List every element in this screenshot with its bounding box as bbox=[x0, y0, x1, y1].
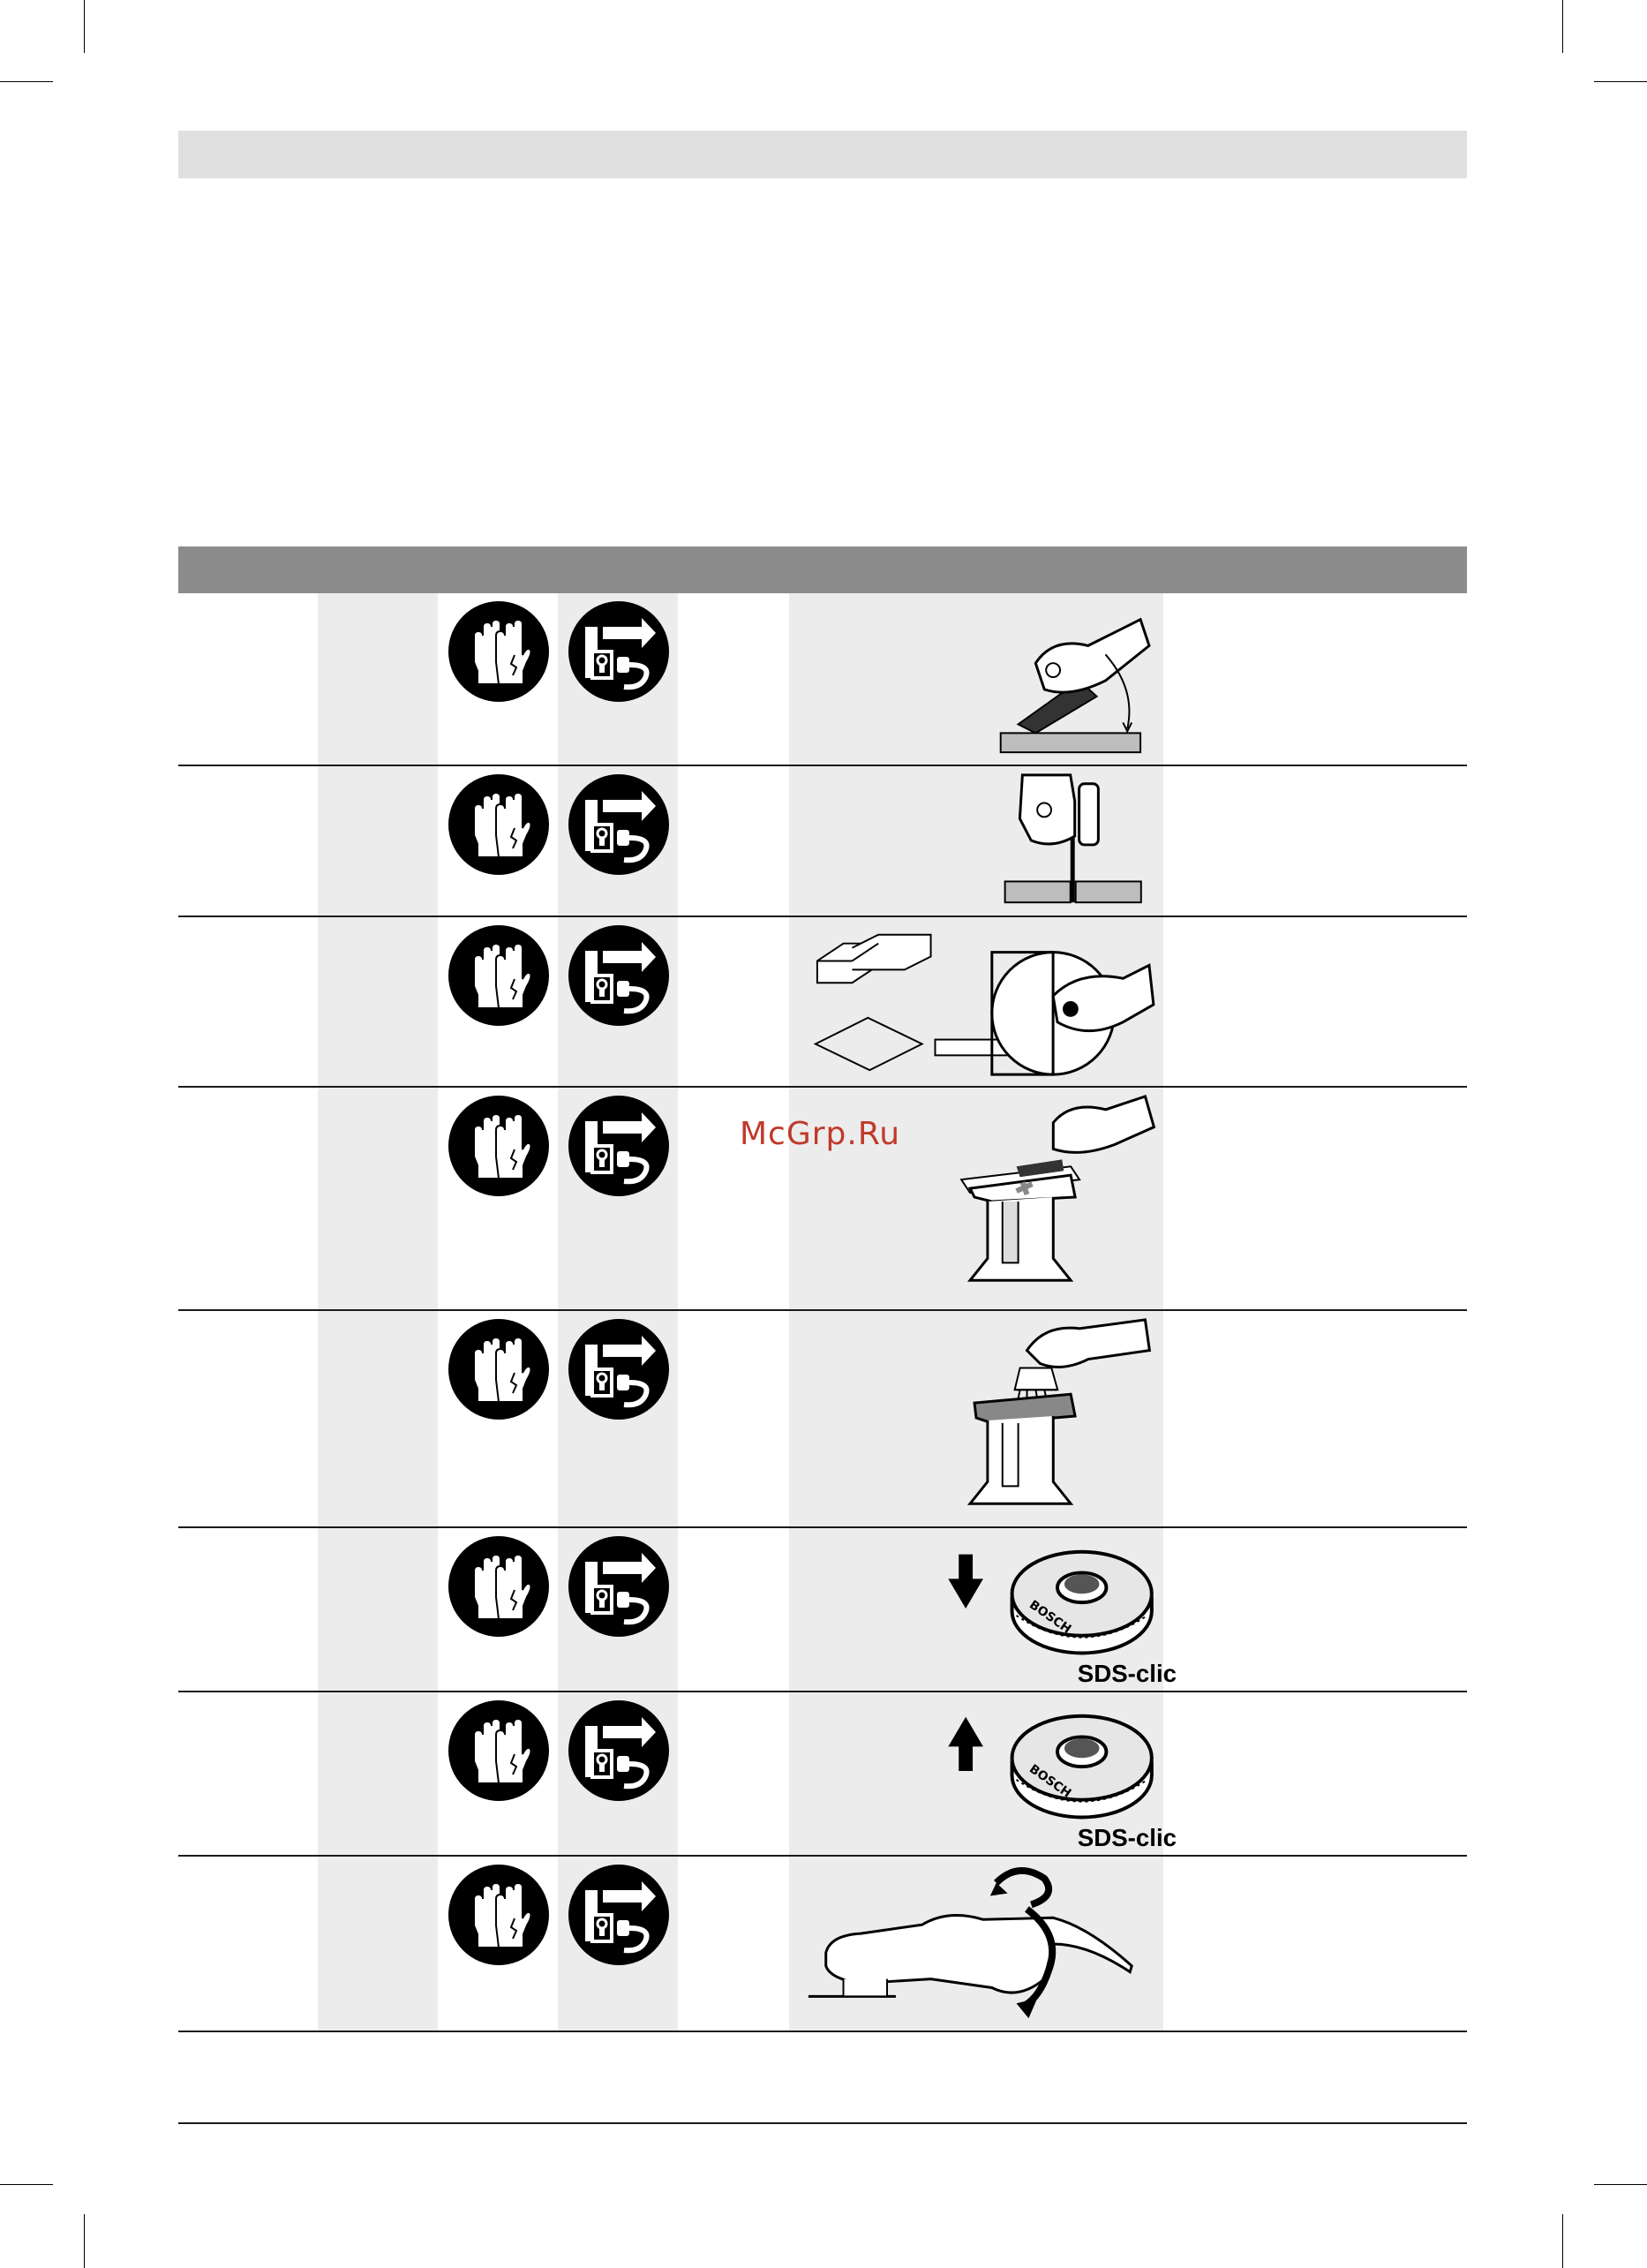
sds-clic-label: SDS-clic bbox=[1077, 1660, 1177, 1688]
grinder-rotate-head-illustration bbox=[789, 1857, 1163, 2031]
note-cell bbox=[678, 1692, 789, 1855]
shaded-cell bbox=[318, 1692, 438, 1855]
remark-cell bbox=[1163, 1311, 1467, 1526]
gloves-cell bbox=[438, 593, 558, 765]
step-cell bbox=[178, 917, 318, 1086]
crop-mark bbox=[1562, 0, 1563, 53]
gloves-cell bbox=[438, 917, 558, 1086]
shaded-cell bbox=[318, 766, 438, 915]
work-steps-table bbox=[178, 593, 1467, 2032]
unplug-cell bbox=[558, 593, 678, 765]
shaded-cell bbox=[318, 593, 438, 765]
table-row bbox=[178, 593, 1467, 766]
gloves-cell bbox=[438, 1088, 558, 1309]
unplug-cell bbox=[558, 1528, 678, 1691]
crop-mark bbox=[84, 0, 85, 53]
note-cell bbox=[678, 593, 789, 765]
note-cell bbox=[678, 1857, 789, 2031]
disconnect-mains-plug-icon bbox=[568, 1699, 670, 1802]
crop-mark bbox=[1594, 2184, 1647, 2185]
table-header-bar bbox=[178, 546, 1467, 593]
gloves-cell bbox=[438, 766, 558, 915]
arrow-down-icon bbox=[948, 1555, 983, 1609]
disconnect-mains-plug-icon bbox=[568, 1864, 670, 1966]
illustration-cell bbox=[789, 1528, 1177, 1691]
cutting-stone-illustration bbox=[789, 917, 1163, 1086]
unplug-cell bbox=[558, 1311, 678, 1526]
unplug-cell bbox=[558, 1692, 678, 1855]
crop-mark bbox=[0, 2184, 53, 2185]
step-cell bbox=[178, 1692, 318, 1855]
table-row bbox=[178, 1528, 1467, 1692]
illustration-cell bbox=[789, 1311, 1163, 1526]
step-cell bbox=[178, 766, 318, 915]
table-row bbox=[178, 1311, 1467, 1528]
disconnect-mains-plug-icon bbox=[568, 1095, 670, 1197]
step-cell bbox=[178, 593, 318, 765]
watermark-text: McGrp.Ru bbox=[740, 1116, 901, 1152]
unplug-cell bbox=[558, 917, 678, 1086]
disconnect-mains-plug-icon bbox=[568, 1535, 670, 1638]
crop-mark bbox=[0, 81, 53, 82]
protective-gloves-icon bbox=[447, 1535, 550, 1638]
footer-rule bbox=[178, 2122, 1467, 2124]
shaded-cell bbox=[318, 1088, 438, 1309]
protective-gloves-icon bbox=[447, 924, 550, 1027]
gloves-cell bbox=[438, 1692, 558, 1855]
remark-cell bbox=[1163, 766, 1467, 915]
illustration-cell bbox=[789, 766, 1163, 915]
disconnect-mains-plug-icon bbox=[568, 600, 670, 703]
crop-mark bbox=[1594, 81, 1647, 82]
protective-gloves-icon bbox=[447, 600, 550, 703]
unplug-cell bbox=[558, 1857, 678, 2031]
illustration-cell bbox=[789, 917, 1163, 1086]
remark-cell bbox=[1163, 1692, 1467, 1855]
sds-clic-nut-fit-illustration bbox=[789, 1528, 1177, 1691]
table-row bbox=[178, 917, 1467, 1088]
step-cell bbox=[178, 1088, 318, 1309]
shaded-cell bbox=[318, 1311, 438, 1526]
note-cell bbox=[678, 1528, 789, 1691]
sds-clic-label: SDS-clic bbox=[1077, 1824, 1177, 1852]
crop-mark bbox=[84, 2214, 85, 2268]
note-cell bbox=[678, 766, 789, 915]
gloves-cell bbox=[438, 1311, 558, 1526]
gloves-cell bbox=[438, 1528, 558, 1691]
protective-gloves-icon bbox=[447, 773, 550, 876]
step-cell bbox=[178, 1311, 318, 1526]
step-cell bbox=[178, 1857, 318, 2031]
disconnect-mains-plug-icon bbox=[568, 773, 670, 876]
protective-gloves-icon bbox=[447, 1699, 550, 1802]
disconnect-mains-plug-icon bbox=[568, 924, 670, 1027]
table-row bbox=[178, 1857, 1467, 2032]
remark-cell bbox=[1163, 1088, 1467, 1309]
step-cell bbox=[178, 1528, 318, 1691]
crop-mark bbox=[1562, 2214, 1563, 2268]
remark-cell bbox=[1163, 1857, 1467, 2031]
note-cell bbox=[678, 1311, 789, 1526]
protective-gloves-icon bbox=[447, 1318, 550, 1420]
shaded-cell bbox=[318, 1857, 438, 2031]
remark-cell bbox=[1163, 917, 1467, 1086]
nut-brand-label: BOSCH bbox=[1027, 1761, 1074, 1801]
shaded-cell bbox=[318, 917, 438, 1086]
angle-grinder-cutting-illustration bbox=[789, 766, 1163, 915]
unplug-cell bbox=[558, 766, 678, 915]
remark-cell bbox=[1163, 1528, 1467, 1691]
nut-brand-label: BOSCH bbox=[1027, 1597, 1074, 1637]
wire-cup-brush-illustration bbox=[789, 1311, 1163, 1526]
illustration-cell bbox=[789, 593, 1163, 765]
arrow-up-icon bbox=[948, 1717, 983, 1771]
gloves-cell bbox=[438, 1857, 558, 2031]
shaded-cell bbox=[318, 1528, 438, 1691]
remark-cell bbox=[1163, 593, 1467, 765]
note-cell bbox=[678, 917, 789, 1086]
unplug-cell bbox=[558, 1088, 678, 1309]
illustration-cell bbox=[789, 1692, 1177, 1855]
protective-gloves-icon bbox=[447, 1095, 550, 1197]
disconnect-mains-plug-icon bbox=[568, 1318, 670, 1420]
sds-clic-nut-release-illustration bbox=[789, 1692, 1177, 1855]
illustration-cell bbox=[789, 1857, 1163, 2031]
table-row bbox=[178, 1692, 1467, 1857]
table-row bbox=[178, 766, 1467, 917]
section-title-bar bbox=[178, 131, 1467, 178]
angle-grinder-surface-grinding-illustration bbox=[789, 593, 1163, 765]
protective-gloves-icon bbox=[447, 1864, 550, 1966]
